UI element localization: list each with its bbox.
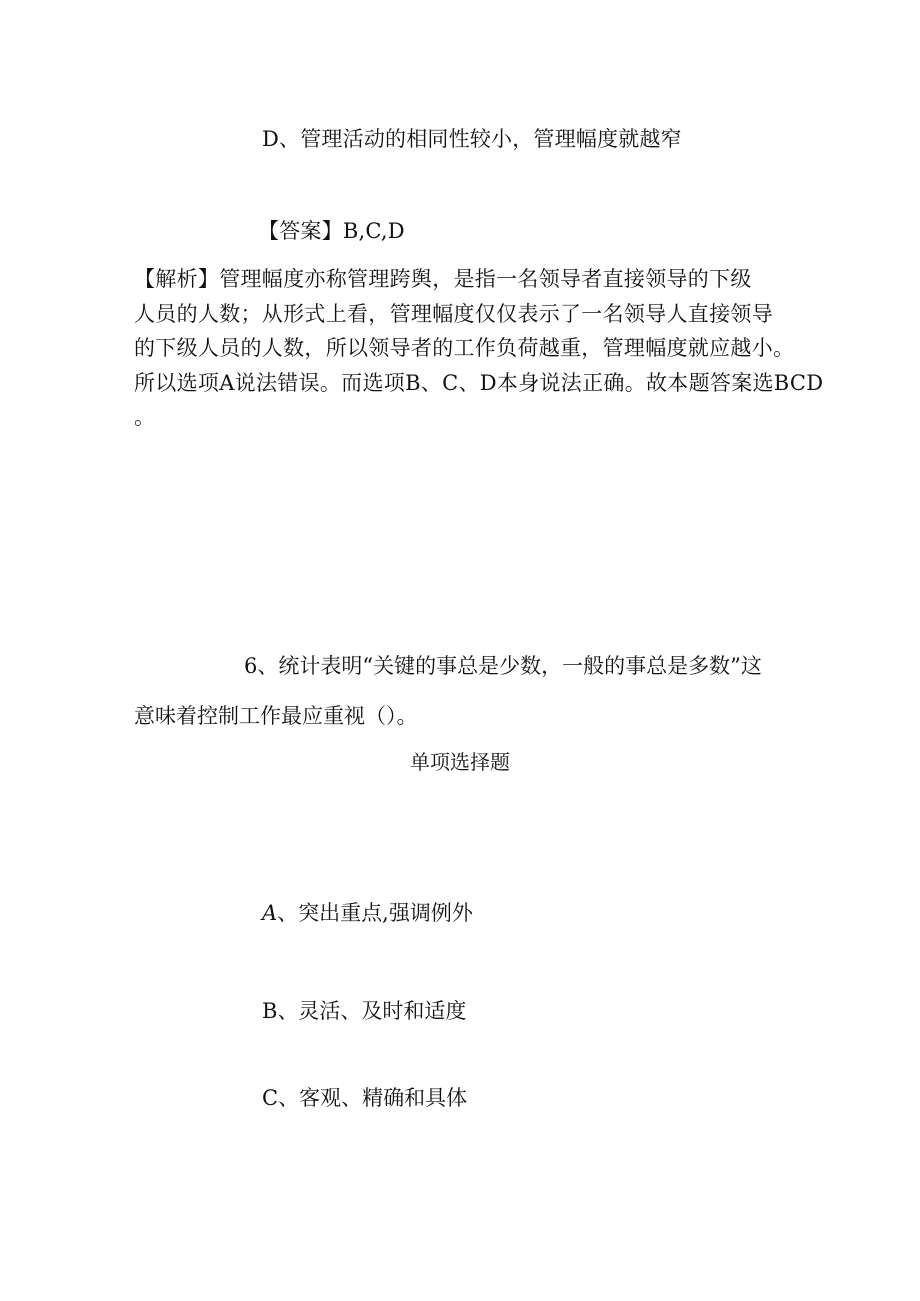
option-a — [262, 898, 473, 928]
question-stem-line-1: 6、统计表明“关键的事总是少数，一般的事总是多数”这 — [244, 654, 762, 678]
analysis-line: 所以选项A说法错误。而选项B、C、D本身说法正确。故本题答案选BCD — [134, 370, 824, 395]
question-type: 单项选择题 — [410, 750, 510, 774]
option-letter: C — [262, 1086, 279, 1110]
analysis-line: 的下级人员的人数，所以领导者的工作负荷越重，管理幅度就应越小。 — [134, 336, 795, 361]
option-letter: B — [262, 999, 278, 1023]
answer-label: 【答案】 — [258, 219, 343, 243]
option-b — [262, 996, 466, 1026]
option-text: 、客观、精确和具体 — [278, 1086, 468, 1110]
analysis-line: 【解析】管理幅度亦称管理跨舆，是指一名领导者直接领导的下级 — [134, 267, 752, 291]
question-stem-line-2: 意味着控制工作最应重视（）。 — [134, 704, 418, 728]
analysis-line: 。 — [134, 405, 156, 430]
option-letter: A — [262, 901, 278, 925]
answer-line — [258, 216, 405, 246]
answer-value: B,C,D — [342, 219, 405, 243]
analysis-paragraph — [134, 262, 824, 435]
option-c — [262, 1083, 467, 1113]
previous-option-d: D、管理活动的相同性较小，管理幅度就越窄 — [262, 127, 682, 151]
option-text: 、突出重点,强调例外 — [277, 901, 473, 925]
analysis-line: 人员的人数；从形式上看，管理幅度仅仅表示了一名领导人直接领导 — [134, 301, 773, 326]
option-text: 、灵活、及时和适度 — [277, 999, 467, 1023]
